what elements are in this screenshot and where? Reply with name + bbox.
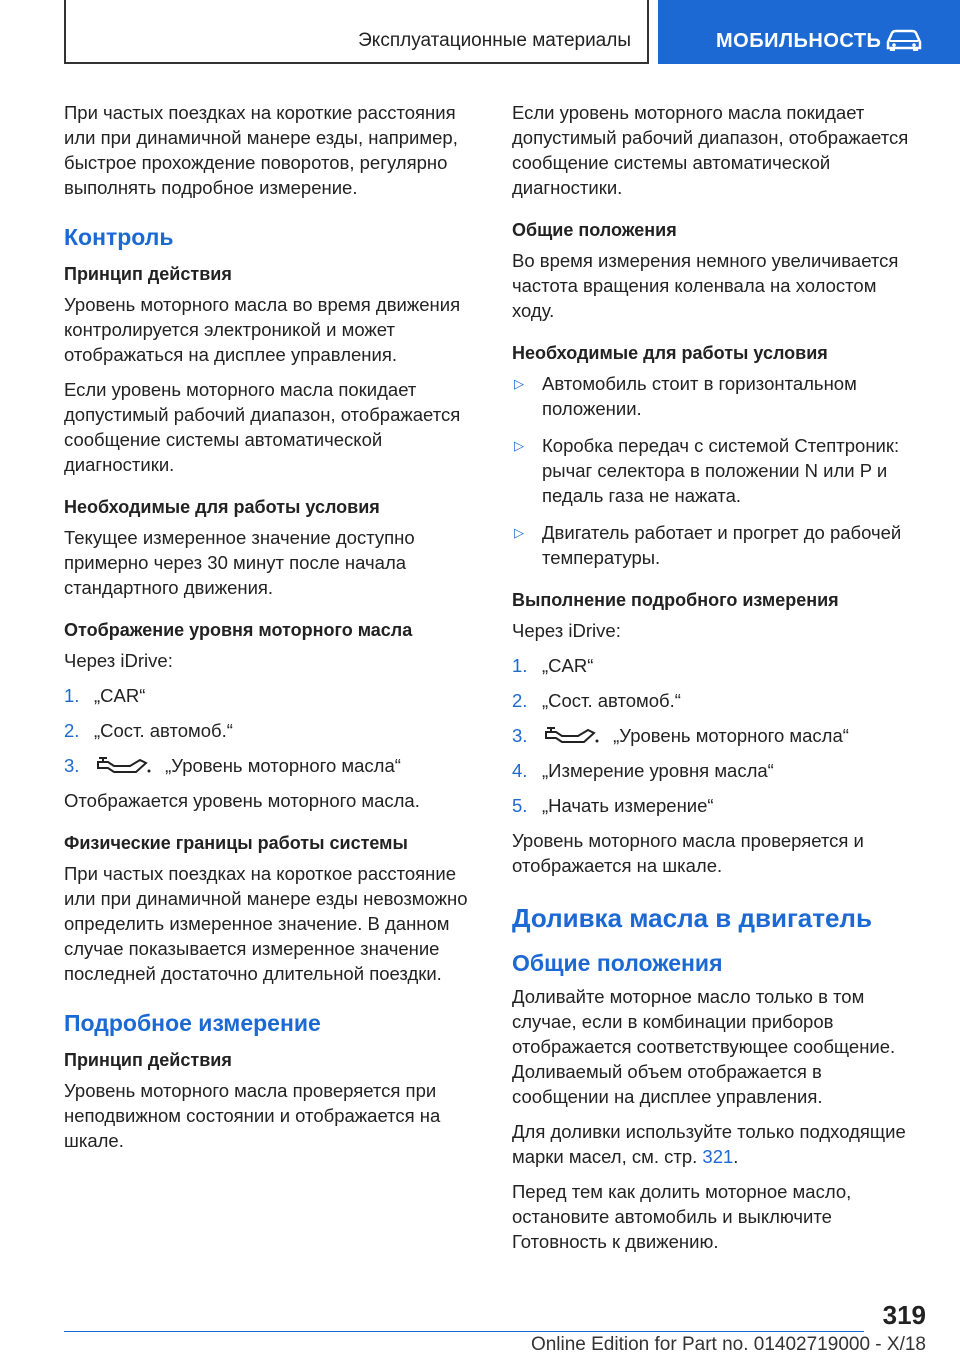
bullet-triangle-icon: ▷	[514, 376, 524, 391]
list-item	[512, 758, 922, 783]
footer-divider	[64, 1331, 864, 1332]
measure-conditions-heading: Необходимые для работы условия	[512, 343, 828, 363]
topup-paragraph-2	[512, 1119, 922, 1169]
perform-via: Через iDrive:	[512, 620, 621, 641]
header-section-box	[64, 0, 649, 64]
step-text: „Сост. автомоб.“	[94, 720, 233, 741]
header-section-title: Эксплуатационные материалы	[358, 30, 631, 51]
topup-paragraph-2-text: Для доливки используйте только подходящие марки масел, см. стр.	[512, 1121, 906, 1168]
step-number: 1.	[64, 685, 80, 706]
list-item	[512, 433, 922, 508]
oil-can-icon	[94, 756, 152, 778]
conditions-paragraph: Текущее измеренное значение доступно примерно через 30 минут после начала стандартного движения.	[64, 527, 415, 598]
list-item	[512, 688, 922, 713]
step-number: 1.	[512, 655, 528, 676]
list-item	[64, 753, 474, 778]
car-icon	[884, 28, 924, 52]
list-item	[64, 718, 474, 743]
display-via: Через iDrive:	[64, 650, 173, 671]
conditions-heading: Необходимые для работы условия	[64, 497, 380, 517]
bullet-triangle-icon: ▷	[514, 438, 524, 453]
display-heading: Отображение уровня моторного масла	[64, 620, 413, 640]
step-text: „Измерение уровня масла“	[542, 760, 774, 782]
perform-steps-list	[512, 653, 922, 818]
left-column	[64, 100, 474, 1163]
principle-heading: Принцип действия	[64, 264, 232, 284]
bullet-triangle-icon: ▷	[514, 525, 524, 540]
condition-text: Двигатель работает и прогрет до рабочей температуры.	[542, 522, 902, 568]
general-paragraph: Во время измерения немного увеличивается частота вращения коленвала на холостом ходу.	[512, 250, 899, 321]
topup-paragraph-2-end: .	[733, 1146, 739, 1168]
step-text: „CAR“	[542, 655, 594, 676]
limits-paragraph: При частых поездках на короткое расстояние или при динамичной манере езды невозможно определить измеренное значение. В данном случае показывается измеренное значение последней достаточно длительной поездки.	[64, 863, 468, 985]
detailed-principle-paragraph: Уровень моторного масла проверяется при неподвижном состоянии и отображается на шкале.	[64, 1080, 441, 1152]
display-steps-list	[64, 683, 474, 778]
right-column	[512, 100, 922, 1264]
step-number: 3.	[64, 755, 80, 776]
list-item	[512, 653, 922, 678]
condition-text: Автомобиль стоит в горизонтальном положении.	[542, 373, 857, 419]
display-result: Отображается уровень моторного масла.	[64, 790, 420, 812]
step-text: „Начать измерение“	[542, 795, 714, 817]
list-item	[512, 723, 922, 748]
step-number: 3.	[512, 725, 528, 746]
list-item	[512, 520, 922, 570]
topup-general-heading: Общие положения	[512, 950, 723, 977]
perform-heading: Выполнение подробного измерения	[512, 590, 839, 610]
principle-paragraph-2: Если уровень моторного масла покидает допустимый рабочий диапазон, отображается сообщение системы автоматической диагностики.	[64, 379, 461, 475]
topup-paragraph-1: Доливайте моторное масло только в том случае, если в комбинации приборов отображается соответствующее сообщение. Доливаемый объем отображается в сообщении на дисплее управления.	[512, 986, 896, 1108]
step-text: „CAR“	[94, 685, 146, 706]
conditions-list	[512, 371, 922, 570]
step-number: 4.	[512, 760, 528, 782]
detailed-heading: Подробное измерение	[64, 1010, 321, 1037]
header-chapter-tab[interactable]	[658, 0, 960, 64]
list-item	[512, 371, 922, 421]
page-reference-link[interactable]: 321	[702, 1146, 734, 1168]
oil-can-icon	[542, 726, 600, 748]
detailed-principle-heading: Принцип действия	[64, 1050, 232, 1071]
topup-paragraph-3: Перед тем как долить моторное масло, остановите автомобиль и выключите Готовность к движению.	[512, 1181, 852, 1253]
step-text: „Уровень моторного масла“	[165, 755, 401, 776]
list-item	[512, 793, 922, 818]
list-item	[64, 683, 474, 708]
header-chapter-title: МОБИЛЬНОСТЬ	[716, 30, 882, 52]
diagnostic-paragraph: Если уровень моторного масла покидает допустимый рабочий диапазон, отображается сообщение системы автоматической диагностики.	[512, 102, 909, 198]
principle-paragraph-1: Уровень моторного масла во время движения контролируется электроникой и может отображаться на дисплее управления.	[64, 294, 461, 365]
control-heading: Контроль	[64, 224, 174, 250]
step-number: 5.	[512, 795, 528, 817]
footer-edition: Online Edition for Part no. 01402719000 - X/18	[530, 1334, 926, 1355]
step-text: „Уровень моторного масла“	[613, 725, 849, 746]
limits-heading: Физические границы работы системы	[64, 833, 408, 854]
step-text: „Сост. автомоб.“	[542, 690, 681, 711]
intro-paragraph: При частых поездках на короткие расстояния или при динамичной манере езды, например, быстрое прохождение поворотов, регулярно выполнять подробное измерение.	[64, 102, 458, 198]
perform-result: Уровень моторного масла проверяется и отображается на шкале.	[512, 830, 864, 877]
topup-heading: Доливка масла в двигатель	[512, 903, 872, 934]
general-heading: Общие положения	[512, 220, 677, 240]
condition-text: Коробка передач с системой Стептроник: рычаг селектора в положении N или P и педаль газа не нажата.	[542, 435, 900, 506]
step-number: 2.	[64, 720, 80, 741]
page-number: 319	[882, 1300, 926, 1330]
step-number: 2.	[512, 690, 528, 711]
